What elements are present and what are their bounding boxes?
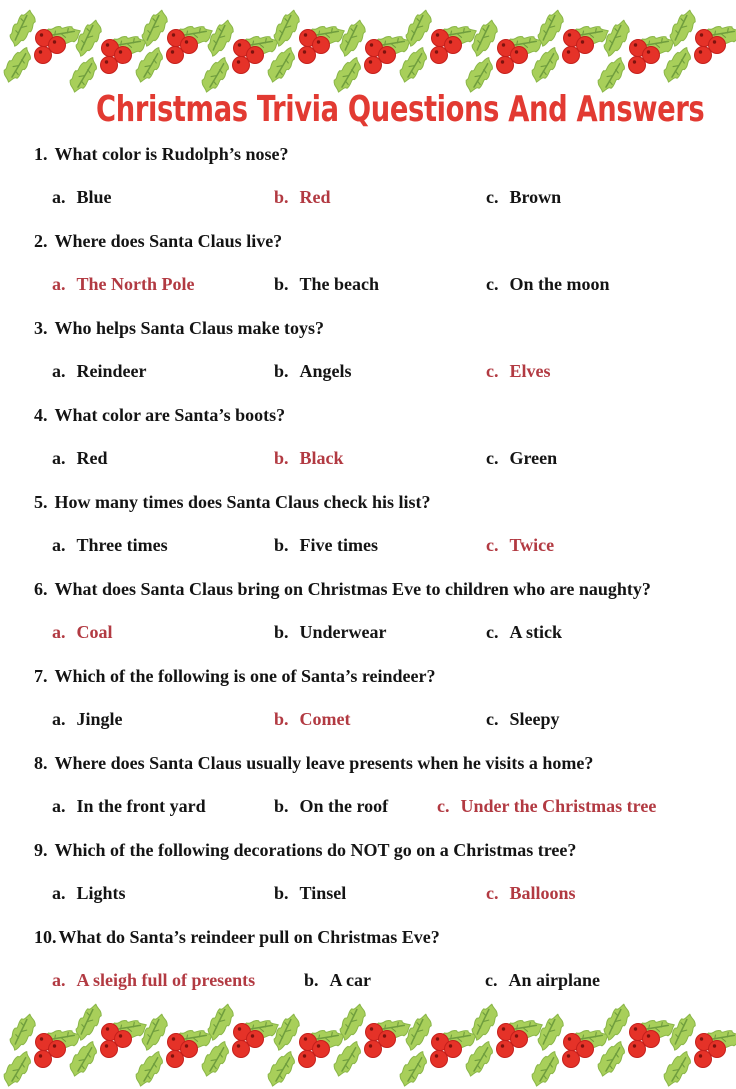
question-number: 5. xyxy=(34,492,48,512)
option-b: b. A car xyxy=(304,970,371,990)
question-text xyxy=(34,317,708,340)
question-label: Who helps Santa Claus make toys? xyxy=(54,318,325,338)
option-a: a. Red xyxy=(52,448,108,468)
question-number: 7. xyxy=(34,666,48,686)
option-c: c. On the moon xyxy=(486,274,610,294)
question-label: What color are Santa’s boots? xyxy=(54,405,286,425)
question-block-5 xyxy=(34,491,708,557)
question-text xyxy=(34,578,708,601)
options-row xyxy=(34,447,708,470)
option-b: b. Five times xyxy=(274,535,378,555)
option-c: c. A stick xyxy=(486,622,563,642)
question-text xyxy=(34,752,708,775)
options-row xyxy=(34,795,708,818)
question-number: 1. xyxy=(34,144,48,164)
option-b: b. Tinsel xyxy=(274,883,347,903)
page-title-text: Christmas Trivia Questions And Answers xyxy=(96,89,705,130)
question-block-4 xyxy=(34,404,708,470)
question-block-9 xyxy=(34,839,708,905)
options-row xyxy=(34,360,708,383)
option-c: c. Brown xyxy=(486,187,562,207)
option-c: c. Twice xyxy=(486,535,555,555)
option-b: b. Comet xyxy=(274,709,351,729)
questions-list xyxy=(34,143,708,1013)
question-label: How many times does Santa Claus check his list? xyxy=(54,492,431,512)
question-number: 6. xyxy=(34,579,48,599)
option-a: a. A sleigh full of presents xyxy=(52,970,256,990)
option-b: b. Black xyxy=(274,448,344,468)
option-a: a. In the front yard xyxy=(52,796,206,816)
holly-garland-top-icon xyxy=(0,8,736,94)
option-a: a. Coal xyxy=(52,622,113,642)
question-label: What color is Rudolph’s nose? xyxy=(54,144,289,164)
holly-garland-bottom-icon xyxy=(0,1002,736,1088)
option-a: a. Blue xyxy=(52,187,112,207)
option-c: c. Under the Christmas tree xyxy=(437,796,657,816)
question-text xyxy=(34,230,708,253)
question-block-7 xyxy=(34,665,708,731)
option-c: c. An airplane xyxy=(485,970,601,990)
options-row xyxy=(34,186,708,209)
option-a: a. Three times xyxy=(52,535,168,555)
option-c: c. Sleepy xyxy=(486,709,560,729)
option-b: b. Red xyxy=(274,187,331,207)
question-label: What do Santa’s reindeer pull on Christmas Eve? xyxy=(58,927,440,947)
option-a: a. Lights xyxy=(52,883,126,903)
option-b: b. On the roof xyxy=(274,796,389,816)
option-c: c. Green xyxy=(486,448,558,468)
question-number: 8. xyxy=(34,753,48,773)
options-row xyxy=(34,708,708,731)
question-number: 2. xyxy=(34,231,48,251)
option-b: b. The beach xyxy=(274,274,380,294)
question-text xyxy=(34,491,708,514)
question-text xyxy=(34,839,708,862)
option-a: a. Jingle xyxy=(52,709,123,729)
question-text xyxy=(34,665,708,688)
options-row xyxy=(34,969,708,992)
question-number: 3. xyxy=(34,318,48,338)
options-row xyxy=(34,273,708,296)
question-block-1 xyxy=(34,143,708,209)
question-text xyxy=(34,926,708,949)
question-number: 4. xyxy=(34,405,48,425)
question-label: Which of the following decorations do NOT go on a Christmas tree? xyxy=(54,840,577,860)
option-b: b. Angels xyxy=(274,361,352,381)
question-block-8 xyxy=(34,752,708,818)
question-label: Which of the following is one of Santa’s reindeer? xyxy=(54,666,436,686)
question-text xyxy=(34,404,708,427)
question-number: 10. xyxy=(34,927,57,947)
option-c: c. Elves xyxy=(486,361,551,381)
options-row xyxy=(34,621,708,644)
option-a: a. The North Pole xyxy=(52,274,195,294)
option-a: a. Reindeer xyxy=(52,361,147,381)
question-number: 9. xyxy=(34,840,48,860)
question-label: Where does Santa Claus usually leave presents when he visits a home? xyxy=(54,753,594,773)
question-label: Where does Santa Claus live? xyxy=(54,231,283,251)
question-block-6 xyxy=(34,578,708,644)
question-block-2 xyxy=(34,230,708,296)
question-block-3 xyxy=(34,317,708,383)
page-title xyxy=(0,88,736,132)
options-row xyxy=(34,882,708,905)
option-b: b. Underwear xyxy=(274,622,387,642)
option-c: c. Balloons xyxy=(486,883,576,903)
options-row xyxy=(34,534,708,557)
question-block-10 xyxy=(34,926,708,992)
question-label: What does Santa Claus bring on Christmas Eve to children who are naughty? xyxy=(54,579,651,599)
question-text xyxy=(34,143,708,166)
